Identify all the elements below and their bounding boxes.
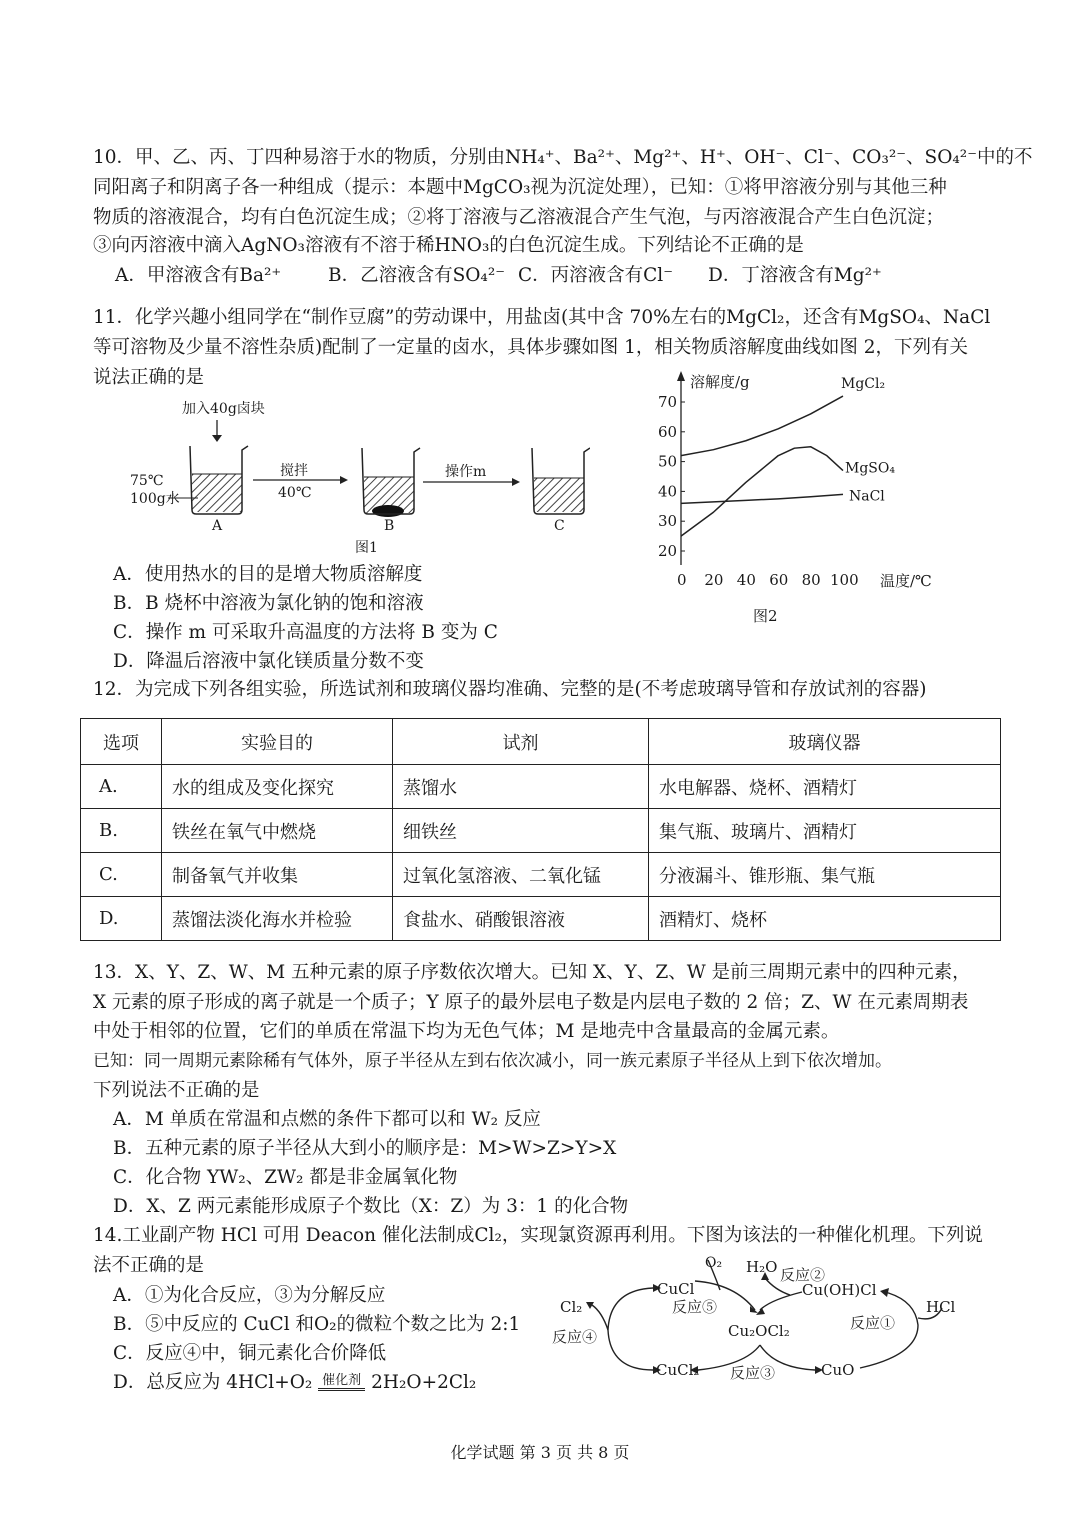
solubility-chart: [640, 365, 960, 630]
q12-table: [80, 718, 1001, 941]
reaction-3-label: 反应③: [730, 1364, 776, 1382]
cu2ocl2-label: Cu₂OCl₂: [728, 1322, 790, 1340]
cell: 水的组成及变化探究: [162, 765, 393, 809]
x-axis-label: 温度/℃: [880, 572, 932, 590]
x-tick-label: 80: [801, 571, 821, 589]
cell: B.: [81, 809, 162, 853]
cuohcl-label: Cu(OH)Cl: [802, 1281, 877, 1299]
cell: 分液漏斗、锥形瓶、集气瓶: [649, 853, 1001, 897]
q11-option-b: B．B 烧杯中溶液为氯化钠的饱和溶液: [113, 593, 424, 614]
series-label: MgSO₄: [845, 460, 895, 477]
cuo-label: CuO: [821, 1361, 855, 1379]
cucl2-label: CuCl₂: [656, 1361, 700, 1379]
step2-label: 操作m: [445, 464, 487, 480]
x-tick-label: 0: [677, 571, 687, 589]
q10-line: 10．甲、乙、丙、丁四种易溶于水的物质，分别由NH₄⁺、Ba²⁺、Mg²⁺、H⁺、OH⁻、Cl⁻、CO₃²⁻、SO₄²⁻中的不: [93, 147, 1033, 168]
q11-option-d: D．降温后溶液中氯化镁质量分数不变: [113, 651, 424, 672]
beaker-a-label: A: [212, 518, 223, 534]
q14-option-b: B．⑤中反应的 CuCl 和O₂的微粒个数之比为 2:1: [113, 1314, 521, 1335]
series-label: NaCl: [849, 488, 885, 505]
hcl-label: HCl: [926, 1298, 956, 1316]
y-axis-label: 溶解度/g: [690, 373, 750, 391]
temp-label: 75℃: [130, 473, 164, 489]
q13-option-b: B．五种元素的原子半径从大到小的顺序是：M>W>Z>Y>X: [113, 1138, 617, 1159]
q10-option-c: C．丙溶液含有Cl⁻: [518, 265, 673, 286]
x-tick-label: 40: [736, 571, 756, 589]
x-tick-label: 100: [830, 571, 859, 589]
cell: 过氧化氢溶液、二氧化锰: [393, 853, 649, 897]
o2-label: O₂: [705, 1255, 723, 1271]
option-d-prefix: D．总反应为 4HCl+O₂: [113, 1372, 313, 1393]
figure-1-caption: 图1: [355, 540, 378, 556]
step1-temp: 40℃: [278, 485, 312, 501]
q10-line: 物质的溶液混合，均有白色沉淀生成；②将丁溶液与乙溶液混合产生气泡，与丙溶液混合产生白色沉淀；: [93, 207, 945, 228]
header-purpose: 实验目的: [162, 719, 393, 765]
q11-option-c: C．操作 m 可采取升高温度的方法将 B 变为 C: [113, 622, 498, 643]
y-tick-label: 70: [658, 393, 678, 411]
table-header-row: [81, 719, 1001, 765]
series-line: [681, 396, 843, 456]
y-tick-label: 30: [658, 512, 678, 531]
q13-option-c: C．化合物 YW₂、ZW₂ 都是非金属氧化物: [113, 1167, 458, 1188]
x-tick-label: 60: [769, 571, 789, 589]
beaker-c: [532, 448, 590, 514]
h2o-label: H₂O: [746, 1258, 778, 1276]
reaction-4-label: 反应④: [552, 1328, 598, 1346]
cell: D.: [81, 897, 162, 941]
q13-note: 已知：同一周期元素除稀有气体外，原子半径从左到右依次减小，同一族元素原子半径从上到下依次增加。: [93, 1051, 892, 1071]
cell: 酒精灯、烧杯: [649, 897, 1001, 941]
table-row: [81, 809, 1001, 853]
q10-option-a: A．甲溶液含有Ba²⁺: [115, 265, 282, 286]
catalyst-condition: 催化剂: [318, 1374, 365, 1391]
q14-option-a: A．①为化合反应，③为分解反应: [113, 1285, 386, 1306]
y-tick-label: 60: [658, 422, 678, 441]
q10-line: 同阳离子和阴离子各一种组成（提示：本题中MgCO₃视为沉淀处理），已知：①将甲溶液分别与其他三种: [93, 177, 947, 198]
deacon-mechanism-diagram: [540, 1250, 980, 1400]
cell: 水电解器、烧杯、酒精灯: [649, 765, 1001, 809]
reaction-1-label: 反应①: [850, 1314, 896, 1332]
q13-line: X 元素的原子形成的离子就是一个质子；Y 原子的最外层电子数是内层电子数的 2 倍；Z、W 在元素周期表: [93, 992, 969, 1013]
cell: 食盐水、硝酸银溶液: [393, 897, 649, 941]
q10-line: ③向丙溶液中滴入AgNO₃溶液有不溶于稀HNO₃的白色沉淀生成。下列结论不正确的是: [93, 235, 804, 256]
cucl-label: CuCl: [657, 1280, 695, 1298]
q14-line: 法不正确的是: [93, 1255, 205, 1276]
cell: 细铁丝: [393, 809, 649, 853]
reaction-2-label: 反应②: [780, 1266, 826, 1284]
q10-option-b: B．乙溶液含有SO₄²⁻: [328, 265, 506, 286]
q13-line: 13．X、Y、Z、W、M 五种元素的原子序数依次增大。已知 X、Y、Z、W 是前三周期元素中的四种元素，: [93, 962, 971, 983]
header-reagent: 试剂: [393, 719, 649, 765]
series-label: MgCl₂: [841, 376, 886, 393]
q11-option-a: A．使用热水的目的是增大物质溶解度: [113, 564, 423, 585]
q14-option-c: C．反应④中，铜元素化合价降低: [113, 1343, 387, 1364]
cell: A.: [81, 765, 162, 809]
option-d-suffix: 2H₂O+2Cl₂: [371, 1372, 477, 1393]
cell: 蒸馏法淡化海水并检验: [162, 897, 393, 941]
y-tick-label: 20: [658, 542, 678, 560]
cell: 制备氧气并收集: [162, 853, 393, 897]
table-row: [81, 853, 1001, 897]
chart-title: 图2: [753, 607, 778, 625]
q13-line: 中处于相邻的位置，它们的单质在常温下均为无色气体；M 是地壳中含量最高的金属元素。: [93, 1021, 840, 1042]
beaker-a: [190, 446, 248, 514]
step1-label: 搅拌: [280, 463, 308, 479]
y-tick-label: 50: [658, 452, 678, 471]
q14-line: 14.工业副产物 HCl 可用 Deacon 催化法制成Cl₂，实现氯资源再利用。下图为该法的一种催化机理。下列说: [93, 1225, 983, 1246]
header-option: 选项: [81, 719, 162, 765]
q11-line: 11．化学兴趣小组同学在“制作豆腐”的劳动课中，用盐卤(其中含 70%左右的MgCl₂，还含有MgSO₄、NaCl: [93, 307, 991, 328]
table-row: [81, 765, 1001, 809]
cell: 铁丝在氧气中燃烧: [162, 809, 393, 853]
table-row: [81, 897, 1001, 941]
beaker-b: [362, 448, 420, 517]
cell: 集气瓶、玻璃片、酒精灯: [649, 809, 1001, 853]
y-tick-label: 40: [658, 482, 678, 501]
add-label: 加入40g卤块: [182, 401, 265, 417]
series-line: [681, 447, 843, 536]
left-loop: [608, 1288, 653, 1370]
header-glassware: 玻璃仪器: [649, 719, 1001, 765]
q13-line: 下列说法不正确的是: [93, 1080, 260, 1101]
beaker-c-label: C: [554, 518, 565, 534]
cl2-label: Cl₂: [560, 1298, 583, 1316]
x-tick-label: 20: [704, 571, 724, 589]
cell: 蒸馏水: [393, 765, 649, 809]
beaker-b-label: B: [384, 518, 395, 534]
q11-line: 说法正确的是: [93, 367, 205, 388]
q11-line: 等可溶物及少量不溶性杂质)配制了一定量的卤水，具体步骤如图 1，相关物质溶解度曲线如图 2，下列有关: [93, 337, 969, 358]
q12-line: 12．为完成下列各组实验，所选试剂和玻璃仪器均准确、完整的是(不考虑玻璃导管和存放试剂的容器): [93, 679, 927, 700]
water-label: 100g水: [130, 491, 180, 507]
page-footer: 化学试题 第 3 页 共 8 页: [450, 1443, 630, 1462]
q10-option-d: D．丁溶液含有Mg²⁺: [708, 265, 882, 286]
reaction-5-label: 反应⑤: [672, 1298, 718, 1316]
figure-1-beakers: [90, 390, 590, 560]
q14-option-d: [113, 1371, 476, 1395]
q13-option-a: A．M 单质在常温和点燃的条件下都可以和 W₂ 反应: [113, 1109, 541, 1130]
q13-option-d: D．X、Z 两元素能形成原子个数比（X：Z）为 3：1 的化合物: [113, 1196, 629, 1217]
cell: C.: [81, 853, 162, 897]
series-line: [681, 494, 843, 503]
